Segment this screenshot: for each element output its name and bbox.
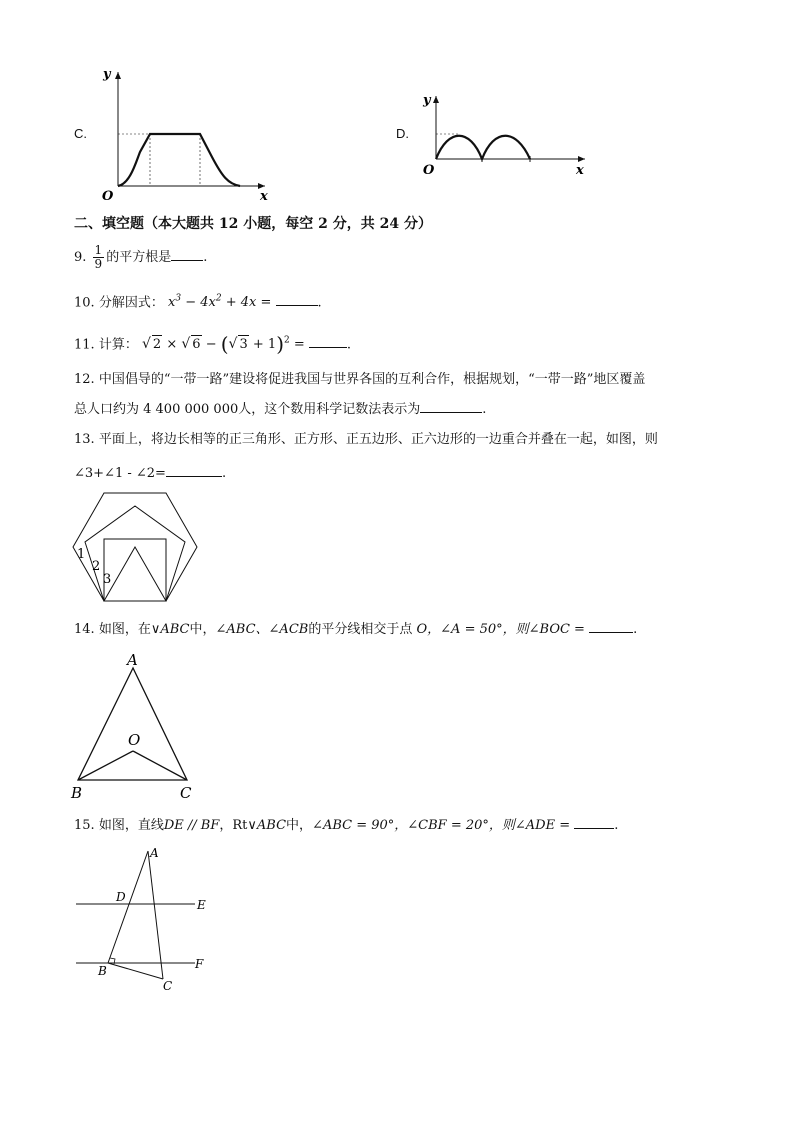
q13-line1: 平面上，将边长相等的正三角形、正方形、正五边形、正六边形的一边重合并叠在一起，如图，则 (98, 432, 658, 447)
q15-label-d: D (116, 890, 126, 904)
option-d-label: D. (396, 126, 409, 141)
q14-number: 14. (74, 622, 95, 637)
q13-angle-1: 1 (77, 547, 86, 562)
section-title: 二、填空题（本大题共 12 小题，每空 2 分，共 24 分） (74, 216, 432, 232)
c-origin: O (102, 189, 114, 202)
q12-line1: 中国倡导的“一带一路”建设将促进我国与世界各国的互利合作，根据规划，“一带一路”地区覆盖 (98, 372, 646, 387)
q12-blank[interactable] (420, 400, 482, 413)
q13-angle-2: 2 (92, 559, 101, 574)
q15-label-c: C (163, 979, 173, 993)
q11-label: 计算： (98, 337, 138, 353)
q14-blank[interactable] (589, 620, 633, 633)
q15-label-f: F (195, 957, 204, 971)
question-12 (74, 371, 645, 389)
option-c-label: C. (74, 126, 87, 141)
q13-angle-3: 3 (103, 572, 112, 587)
q15-blank[interactable] (574, 816, 614, 829)
q9-fraction: $\frac{1}{9}$ (94, 243, 103, 271)
d-axis-y: y (423, 93, 431, 108)
q9-text: 的平方根是 (106, 250, 172, 265)
option-d-graph (420, 90, 590, 180)
question-13-line2: ∠3+∠1 - ∠2= . (74, 466, 227, 481)
q9-blank[interactable] (171, 248, 203, 261)
q11-blank[interactable] (309, 335, 347, 348)
q11-number: 11. (74, 337, 95, 353)
q13-line2: ∠3+∠1 - ∠2= (74, 466, 166, 481)
question-11: 11. 计算： √ 2 × √ 6 − (√ 3 + 1)$^2$ = . (74, 332, 352, 357)
d-origin: O (423, 163, 435, 178)
q14-label-c: C (180, 784, 192, 802)
q15-number: 15. (74, 818, 95, 833)
q14-figure (66, 648, 206, 804)
q10-blank[interactable] (276, 293, 318, 306)
q10-label: 分解因式： (98, 295, 164, 311)
q13-blank[interactable] (166, 464, 222, 477)
option-c-graph (100, 62, 280, 202)
q15-label-a: A (150, 846, 159, 860)
q14-label-a: A (127, 651, 138, 669)
q9-number: 9. (74, 250, 87, 265)
q13-number: 13. (74, 432, 95, 447)
question-14: 14. 如图，在∨ABC中，∠ABC、∠ACB的平分线相交于点 O，∠A = 50°，则∠BOC = . (74, 622, 638, 637)
q15-label-b: B (98, 964, 107, 978)
question-13 (74, 431, 658, 449)
q11-expression: √ 2 × √ 6 − (√ 3 + 1)$^2$ = (141, 332, 305, 357)
q14-label-o: O (128, 731, 141, 749)
q10-number: 10. (74, 295, 95, 311)
q14-label-b: B (71, 784, 83, 802)
d-axis-x: x (576, 163, 584, 178)
q12-line2: 总人口约为 4 400 000 000人，这个数用科学记数法表示为 (74, 402, 421, 417)
q12-number: 12. (74, 372, 95, 387)
q15-figure (70, 843, 220, 993)
q10-expression: $x^3 - 4x^2 + 4x$ = (167, 294, 272, 311)
q13-figure (68, 488, 208, 608)
c-axis-y: y (103, 67, 111, 82)
question-15: 15. 如图，直线DE // BF，Rt∨ABC中，∠ABC = 90°，∠CBF = 20°，则∠ADE = . (74, 818, 619, 833)
question-12-line2: 总人口约为 4 400 000 000人，这个数用科学记数法表示为 . (74, 402, 487, 417)
c-axis-x: x (260, 189, 268, 202)
q15-label-e: E (197, 898, 206, 912)
question-9: 9. $\frac{1}{9}$ 的平方根是 . (74, 243, 208, 271)
question-10: 10. 分解因式： $x^3 - 4x^2 + 4x$ = . (74, 294, 322, 311)
